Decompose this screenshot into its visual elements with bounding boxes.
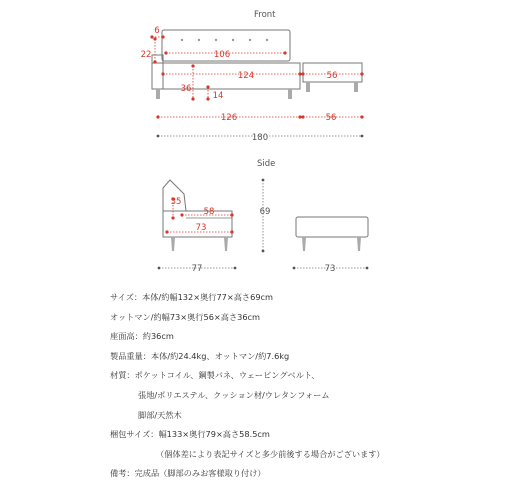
spec-package: 梱包サイズ：幅133×奥行79×高さ58.5cm bbox=[110, 429, 270, 440]
side-ottoman bbox=[296, 217, 368, 237]
dim-arm-width: 6 bbox=[154, 26, 160, 36]
front-view-title: Front bbox=[254, 10, 276, 20]
front-seat bbox=[152, 63, 300, 89]
spec-material-legs: 脚部/天然木 bbox=[138, 409, 182, 420]
dim-leg-height: 14 bbox=[212, 91, 224, 101]
spec-remarks: 備考：完成品（脚部のみお客様取り付け） bbox=[110, 468, 266, 479]
dim-seat-width: 124 bbox=[237, 71, 255, 81]
spec-material-upholstery: 張地/ポリエステル、クッション材/ウレタンフォーム bbox=[138, 389, 330, 400]
dim-total-width: 180 bbox=[251, 133, 269, 143]
dim-ottoman-width: 56 bbox=[326, 71, 338, 81]
dim-inner-depth: 73 bbox=[195, 223, 207, 233]
side-view-title: Side bbox=[257, 159, 276, 169]
tufting-buttons bbox=[181, 39, 268, 41]
dim-seat-from-floor: 35 bbox=[170, 197, 182, 207]
dim-total-height: 69 bbox=[259, 207, 271, 217]
spec-size: サイズ：本体/約幅132×奥行77×高さ69cm bbox=[110, 292, 274, 302]
spec-ottoman: オットマン/約幅73×奥行56×高さ36cm bbox=[110, 311, 261, 322]
spec-seat-height: 座面高：約36cm bbox=[110, 331, 174, 342]
front-armrest bbox=[152, 55, 163, 89]
dim-seat-depth: 58 bbox=[203, 207, 215, 217]
dim-seat-height: 36 bbox=[180, 84, 192, 94]
spec-weight: 製品重量：本体/約24.4kg、オットマン/約7.6kg bbox=[110, 350, 290, 361]
dim-back-height: 22 bbox=[140, 50, 152, 60]
dim-body-width: 126 bbox=[220, 113, 238, 123]
side-ottoman-legs bbox=[302, 237, 361, 251]
side-legs bbox=[171, 237, 228, 251]
dim-back-width: 106 bbox=[213, 50, 231, 60]
spec-material: 材質：ポケットコイル、鋼製バネ、ウェービングベルト、 bbox=[110, 370, 320, 381]
dim-ottoman-total: 56 bbox=[325, 113, 337, 123]
dim-ottoman-depth: 73 bbox=[324, 264, 336, 274]
spec-package-note: （個体差により表記サイズと多少前後する場合がございます） bbox=[156, 448, 385, 459]
dim-sofa-depth: 77 bbox=[191, 264, 203, 274]
spec-list bbox=[110, 288, 510, 484]
